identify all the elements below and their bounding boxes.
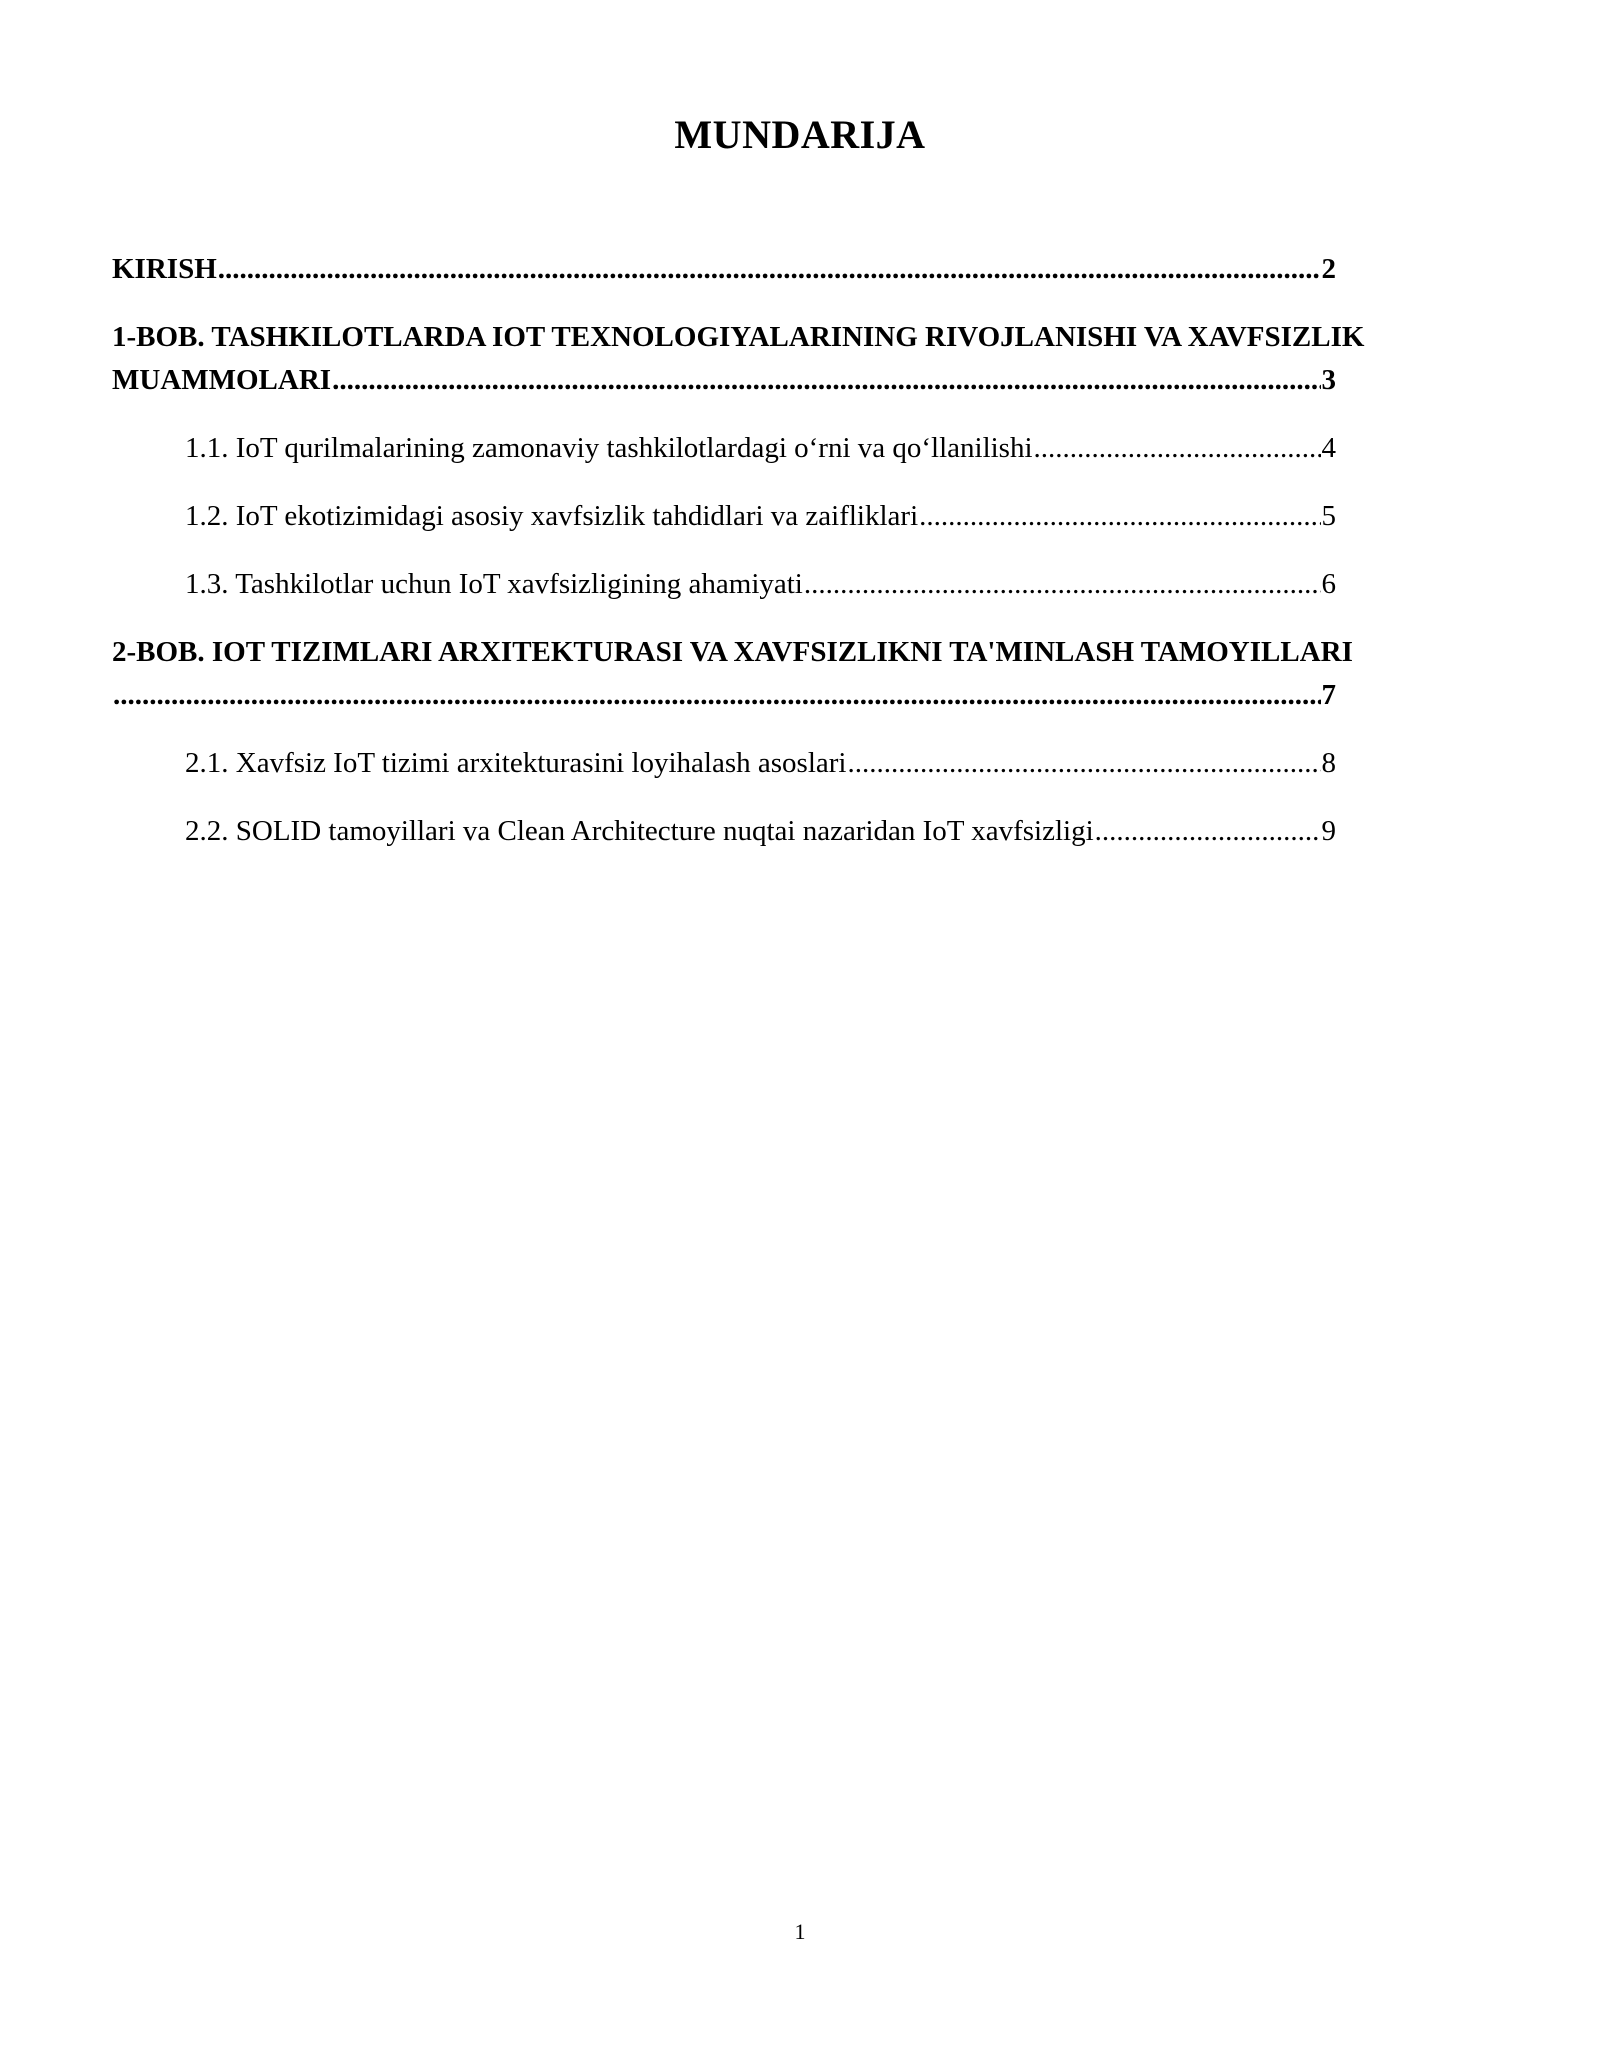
toc-entry-section-1-1[interactable]	[112, 427, 1504, 470]
toc-entry-title-line1: 2-BOB. IOT TIZIMLARI ARXITEKTURASI VA XAVFSIZLIKNI TA'MINLASH TAMOYILLARI	[112, 636, 1353, 668]
toc-page-number: 3	[1321, 364, 1336, 396]
toc-dot-leader	[218, 248, 1321, 291]
toc-page-number: 7	[1321, 679, 1336, 711]
toc-entry-chapter-2[interactable]	[112, 631, 1504, 717]
toc-entry-title: 2.1. Xavfsiz IoT tizimi arxitekturasini loyihalash asoslari	[185, 747, 847, 779]
toc-dot-leader	[847, 742, 1320, 785]
toc-entry-chapter-1[interactable]	[112, 316, 1504, 402]
toc-page-number: 5	[1321, 500, 1336, 532]
toc-entry-section-1-2[interactable]	[112, 495, 1504, 538]
table-of-contents	[112, 248, 1504, 878]
toc-dot-leader	[113, 674, 1321, 717]
toc-entry-title: 2.2. SOLID tamoyillari va Clean Architecture nuqtai nazaridan IoT xavfsizligi	[185, 815, 1094, 847]
toc-entry-title-line2: MUAMMOLARI	[112, 364, 332, 396]
toc-entry-title: 1.1. IoT qurilmalarining zamonaviy tashkilotlardagi o‘rni va qo‘llanilishi	[185, 432, 1033, 464]
toc-page-number: 8	[1321, 747, 1336, 779]
toc-dot-leader	[1034, 427, 1321, 470]
toc-entry-section-2-2[interactable]	[112, 810, 1504, 853]
toc-entry-title: 1.2. IoT ekotizimidagi asosiy xavfsizlik tahdidlari va zaifliklari	[185, 500, 919, 532]
toc-page-number: 9	[1321, 815, 1336, 847]
toc-page-number: 6	[1321, 568, 1336, 600]
page-number-footer: 1	[794, 1919, 806, 1944]
toc-dot-leader	[804, 563, 1321, 606]
toc-entry-section-2-1[interactable]	[112, 742, 1504, 785]
toc-dot-leader	[919, 495, 1320, 538]
toc-entry-section-1-3[interactable]	[112, 563, 1504, 606]
toc-dot-leader	[1095, 810, 1321, 853]
toc-dot-leader	[332, 359, 1320, 402]
toc-page-number: 4	[1321, 432, 1336, 464]
toc-entry-title-line1: 1-BOB. TASHKILOTLARDA IOT TEXNOLOGIYALARINING RIVOJLANISHI VA XAVFSIZLIK	[112, 321, 1365, 353]
page-title: MUNDARIJA	[674, 112, 926, 157]
toc-page-number: 2	[1321, 253, 1336, 285]
toc-entry-title: KIRISH	[112, 253, 217, 285]
toc-entry-kirish[interactable]	[112, 248, 1504, 291]
toc-entry-title: 1.3. Tashkilotlar uchun IoT xavfsizligining ahamiyati	[185, 568, 803, 600]
